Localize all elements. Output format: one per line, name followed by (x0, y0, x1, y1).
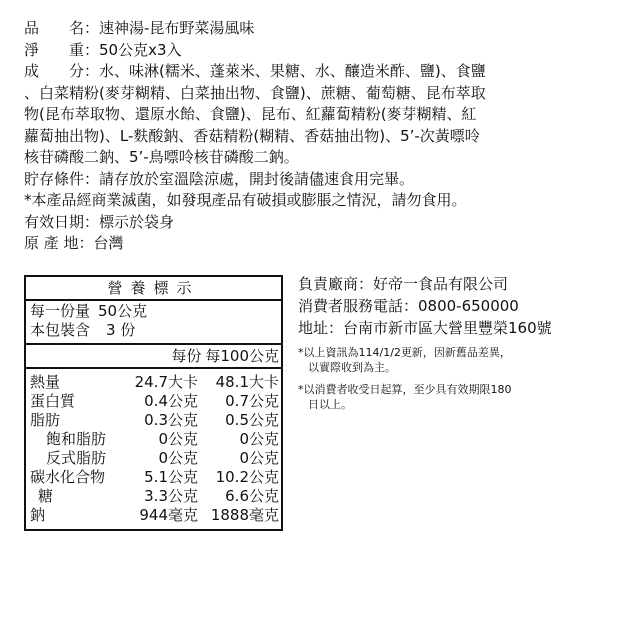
nutrient-per-serving: 944毫克 (139, 506, 198, 524)
nutrient-name: 熱量 (30, 373, 61, 391)
expiry-text: 有效日期：標示於袋身 (24, 212, 175, 231)
servings-per-pack-value: 3 份 (106, 321, 136, 339)
storage-text: 貯存條件：請存放於室溫陰涼處，開封後請儘速食用完畢。 (24, 169, 415, 188)
nutrient-row (30, 468, 279, 487)
nutrient-row (30, 506, 279, 525)
nutrition-column-headers (26, 345, 281, 369)
nutrient-name: 脂肪 (30, 411, 61, 429)
nutrient-per-serving: 0公克 (158, 449, 198, 467)
update-note (298, 345, 608, 375)
nutrient-per-serving: 0.4公克 (144, 392, 198, 410)
nutrient-per-100g: 48.1大卡 (215, 373, 279, 391)
ingredients-row-2: 、白菜精粉(麥芽糊精、白菜抽出物、食鹽)、蔗糖、葡萄糖、昆布萃取 (24, 83, 486, 102)
nutrient-name: 鈉 (30, 506, 46, 524)
product-name-value: 速神湯-昆布野菜湯風味 (99, 19, 255, 37)
per-100g-header: 每100公克 (205, 347, 279, 365)
update-note-line-2: 以實際收到為主。 (308, 361, 396, 374)
nutrient-per-serving: 3.3公克 (144, 487, 198, 505)
product-name-key: 品 名： (24, 19, 100, 37)
origin-text: 原 產 地：台灣 (24, 234, 124, 252)
ingredients-row-1 (24, 61, 604, 83)
nutrient-per-serving: 0.3公克 (144, 411, 198, 429)
servings-per-pack-label: 本包裝含 (30, 321, 91, 339)
nutrient-row (30, 411, 279, 430)
shelf-life-note-line-2: 日以上。 (308, 398, 352, 411)
net-weight-value: 50公克x3入 (99, 40, 182, 59)
product-name-row (24, 18, 604, 40)
serving-size-row (30, 302, 277, 321)
nutrient-per-100g: 0.5公克 (225, 411, 279, 429)
nutrient-per-100g: 6.6公克 (225, 487, 279, 505)
nutrient-name: 糖 (38, 487, 54, 505)
sterile-warning: *本產品經商業滅菌，如發現產品有破損或膨脹之情況，請勿食用。 (24, 191, 467, 209)
ingredients-key: 成 分： (24, 62, 100, 80)
nutrient-per-serving: 24.7大卡 (134, 373, 198, 391)
nutrient-row (30, 373, 279, 392)
nutrient-row (30, 487, 279, 506)
per-serving-header: 每份 (171, 347, 202, 365)
ingredients-row-4: 蘿蔔抽出物)、L-麩酸鈉、香菇精粉(糊精、香菇抽出物)、5’-次黃嘌呤 (24, 126, 480, 145)
net-weight-row (24, 40, 604, 62)
nutrient-per-100g: 0公克 (239, 449, 279, 467)
ingredients-line: 水、味淋(糯米、蓬萊米、果糖、水、釀造米酢、鹽)、食鹽 (99, 62, 486, 80)
shelf-life-note (298, 382, 608, 412)
shelf-life-note-line-1: *以消費者收受日起算，至少具有效期限180 (298, 383, 512, 396)
update-note-line-1: *以上資訊為114/1/2更新，因新舊品差異， (298, 346, 511, 359)
nutrient-per-100g: 1888毫克 (210, 506, 279, 524)
serving-size-value: 50公克 (98, 302, 148, 320)
nutrition-facts-table (24, 275, 283, 531)
ingredients-row-3: 物(昆布萃取物、還原水飴、食鹽)、昆布、紅蘿蔔精粉(麥芽糊精、紅 (24, 105, 477, 123)
nutrient-row (30, 392, 279, 411)
nutrition-title: 營養標示 (26, 277, 281, 301)
hotline-text: 消費者服務電話：0800-650000 (298, 297, 519, 315)
nutrient-per-100g: 10.2公克 (215, 468, 279, 486)
nutrient-per-serving: 0公克 (158, 430, 198, 448)
product-label (24, 18, 604, 255)
ingredients-row-5: 核苷磷酸二鈉、5’-鳥嘌呤核苷磷酸二鈉。 (24, 148, 299, 166)
nutrition-rows (26, 369, 281, 529)
nutrient-name: 碳水化合物 (30, 468, 106, 486)
nutrient-per-100g: 0公克 (239, 430, 279, 448)
nutrient-row (30, 449, 279, 468)
servings-per-pack-row (30, 321, 277, 340)
nutrient-name: 蛋白質 (30, 392, 76, 410)
serving-info (26, 301, 281, 345)
company-info (298, 273, 608, 412)
net-weight-key: 淨 重： (24, 40, 100, 59)
nutrient-per-serving: 5.1公克 (144, 468, 198, 486)
nutrient-name: 飽和脂肪 (46, 430, 107, 448)
nutrient-row (30, 430, 279, 449)
address-text: 地址：台南市新市區大營里豐榮160號 (298, 319, 552, 337)
serving-size-label: 每一份量 (30, 302, 91, 320)
nutrient-name: 反式脂肪 (46, 449, 107, 467)
nutrient-per-100g: 0.7公克 (225, 392, 279, 410)
manufacturer-text: 負責廠商：好帝一食品有限公司 (298, 275, 509, 293)
